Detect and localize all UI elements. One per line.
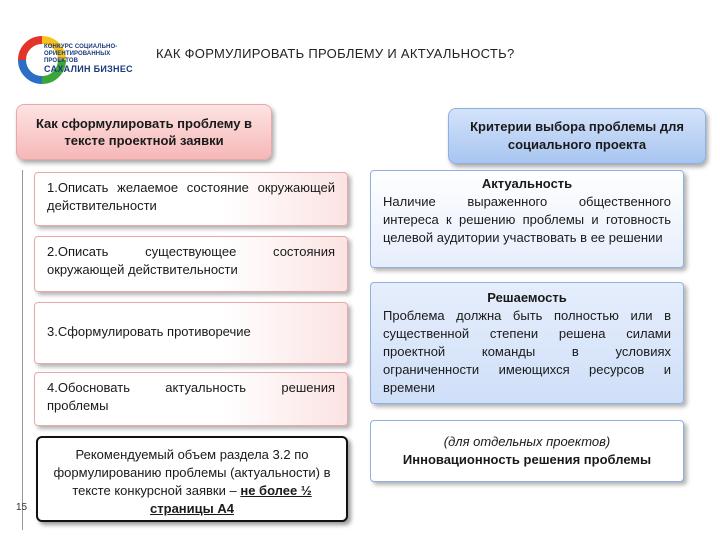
innovation-note: (для отдельных проектов) [443,434,611,449]
recommendation-box [36,436,348,522]
slide-number: 15 [16,502,28,513]
left-bracket-line [22,170,32,530]
left-heading: Как сформулировать проблему в тексте проектной заявки [16,104,272,160]
step-4: 4.Обосновать актуальность решения проблемы [34,372,348,426]
logo-text: КОНКУРС СОЦИАЛЬНО-ОРИЕНТИРОВАННЫХ ПРОЕКТОВ [44,44,118,64]
criterion-text: Наличие выраженного общественного интереса к решению проблемы и готовность целевой аудитории участвовать в ее решении [383,194,671,245]
right-heading: Критерии выбора проблемы для социального проекта [448,108,706,164]
recommendation-text: Рекомендуемый объем раздела 3.2 по формулированию проблемы (актуальности) в тексте конкурсной заявки [53,447,331,498]
criterion-text: Проблема должна быть полностью или в существенной степени решена силами проектной команды в условиях ограниченности имеющихся ресурсов и времени [383,308,671,395]
step-3: 3.Сформулировать противоречие [34,302,348,364]
criterion-solvability [370,282,684,404]
recommendation-emphasis: не более ½ страницы А4 [150,483,312,516]
criterion-title: Актуальность [481,176,573,191]
step-2: 2.Описать существующее состояния окружающей действительности [34,236,348,292]
step-1: 1.Описать желаемое состояние окружающей действительности [34,172,348,226]
page-title: КАК ФОРМУЛИРОВАТЬ ПРОБЛЕМУ И АКТУАЛЬНОСТЬ? [156,46,515,61]
criterion-innovation [370,420,684,482]
criterion-title: Решаемость [487,290,567,305]
criterion-relevance [370,170,684,268]
recommendation-dash: – [229,483,241,498]
logo-wordmark: САХАЛИН БИЗНЕС [44,64,133,74]
innovation-title: Инновационность решения проблемы [402,452,652,467]
